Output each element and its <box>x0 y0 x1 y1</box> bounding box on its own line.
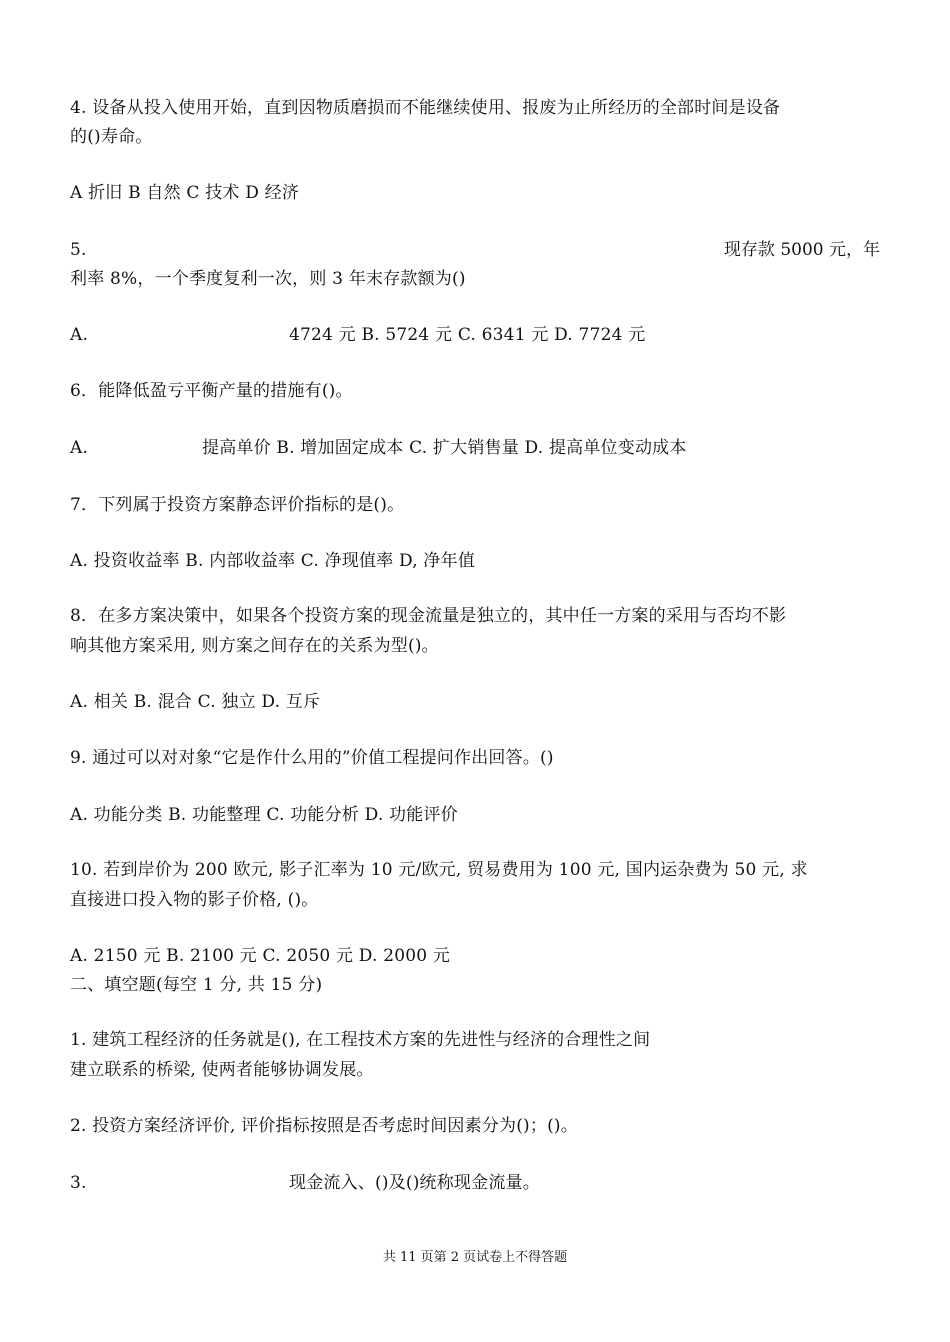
q6-option-label: A. <box>70 438 89 458</box>
f3-text: 现金流入、()及()统称现金流量。 <box>289 1173 540 1193</box>
q10-options: A. 2150 元 B. 2100 元 C. 2050 元 D. 2000 元 <box>70 946 451 966</box>
f1-line2: 建立联系的桥梁, 使两者能够协调发展。 <box>70 1060 374 1080</box>
q4-line2: 的()寿命。 <box>70 127 153 147</box>
f2-line1: 2. 投资方案经济评价, 评价指标按照是否考虑时间因素分为()；()。 <box>70 1116 578 1136</box>
q10-line1: 10. 若到岸价为 200 欧元, 影子汇率为 10 元/欧元, 贸易费用为 100 元, 国内运杂费为 50 元, 求 <box>70 860 808 880</box>
q6-options: 提高单价 B. 增加固定成本 C. 扩大销售量 D. 提高单位变动成本 <box>202 438 687 458</box>
page-footer: 共 11 页第 2 页试卷上不得答题 <box>382 1250 568 1265</box>
q5-options: 4724 元 B. 5724 元 C. 6341 元 D. 7724 元 <box>289 325 646 345</box>
q7-line1: 7．下列属于投资方案静态评价指标的是()。 <box>70 495 405 515</box>
q4-options: A 折旧 B 自然 C 技术 D 经济 <box>70 183 300 203</box>
q8-line2: 响其他方案采用, 则方案之间存在的关系为型()。 <box>70 636 439 656</box>
section2-title: 二、填空题(每空 1 分, 共 15 分) <box>70 975 323 995</box>
q8-line1: 8．在多方案决策中，如果各个投资方案的现金流量是独立的，其中任一方案的采用与否均不影 <box>70 606 787 626</box>
f1-line1: 1. 建筑工程经济的任务就是(), 在工程技术方案的先进性与经济的合理性之间 <box>70 1030 651 1050</box>
f3-number: 3. <box>70 1173 87 1193</box>
q9-line1: 9. 通过可以对对象“它是作什么用的”价值工程提问作出回答。() <box>70 748 554 768</box>
q5-line2: 利率 8%，一个季度复利一次，则 3 年末存款额为() <box>70 269 466 289</box>
q9-options: A. 功能分类 B. 功能整理 C. 功能分析 D. 功能评价 <box>70 805 458 825</box>
q5-option-label: A. <box>70 325 89 345</box>
q4-line1: 4. 设备从投入使用开始，直到因物质磨损而不能继续使用、报废为止所经历的全部时间是设备 <box>70 98 781 118</box>
q8-options: A. 相关 B. 混合 C. 独立 D. 互斥 <box>70 692 321 712</box>
q7-options: A. 投资收益率 B. 内部收益率 C. 净现值率 D, 净年值 <box>70 551 476 571</box>
q5-number: 5. <box>70 240 87 260</box>
q5-line1-right: 现存款 5000 元，年 <box>723 240 880 260</box>
q6-line1: 6．能降低盈亏平衡产量的措施有()。 <box>70 381 353 401</box>
q10-line2: 直接进口投入物的影子价格, ()。 <box>70 890 319 910</box>
